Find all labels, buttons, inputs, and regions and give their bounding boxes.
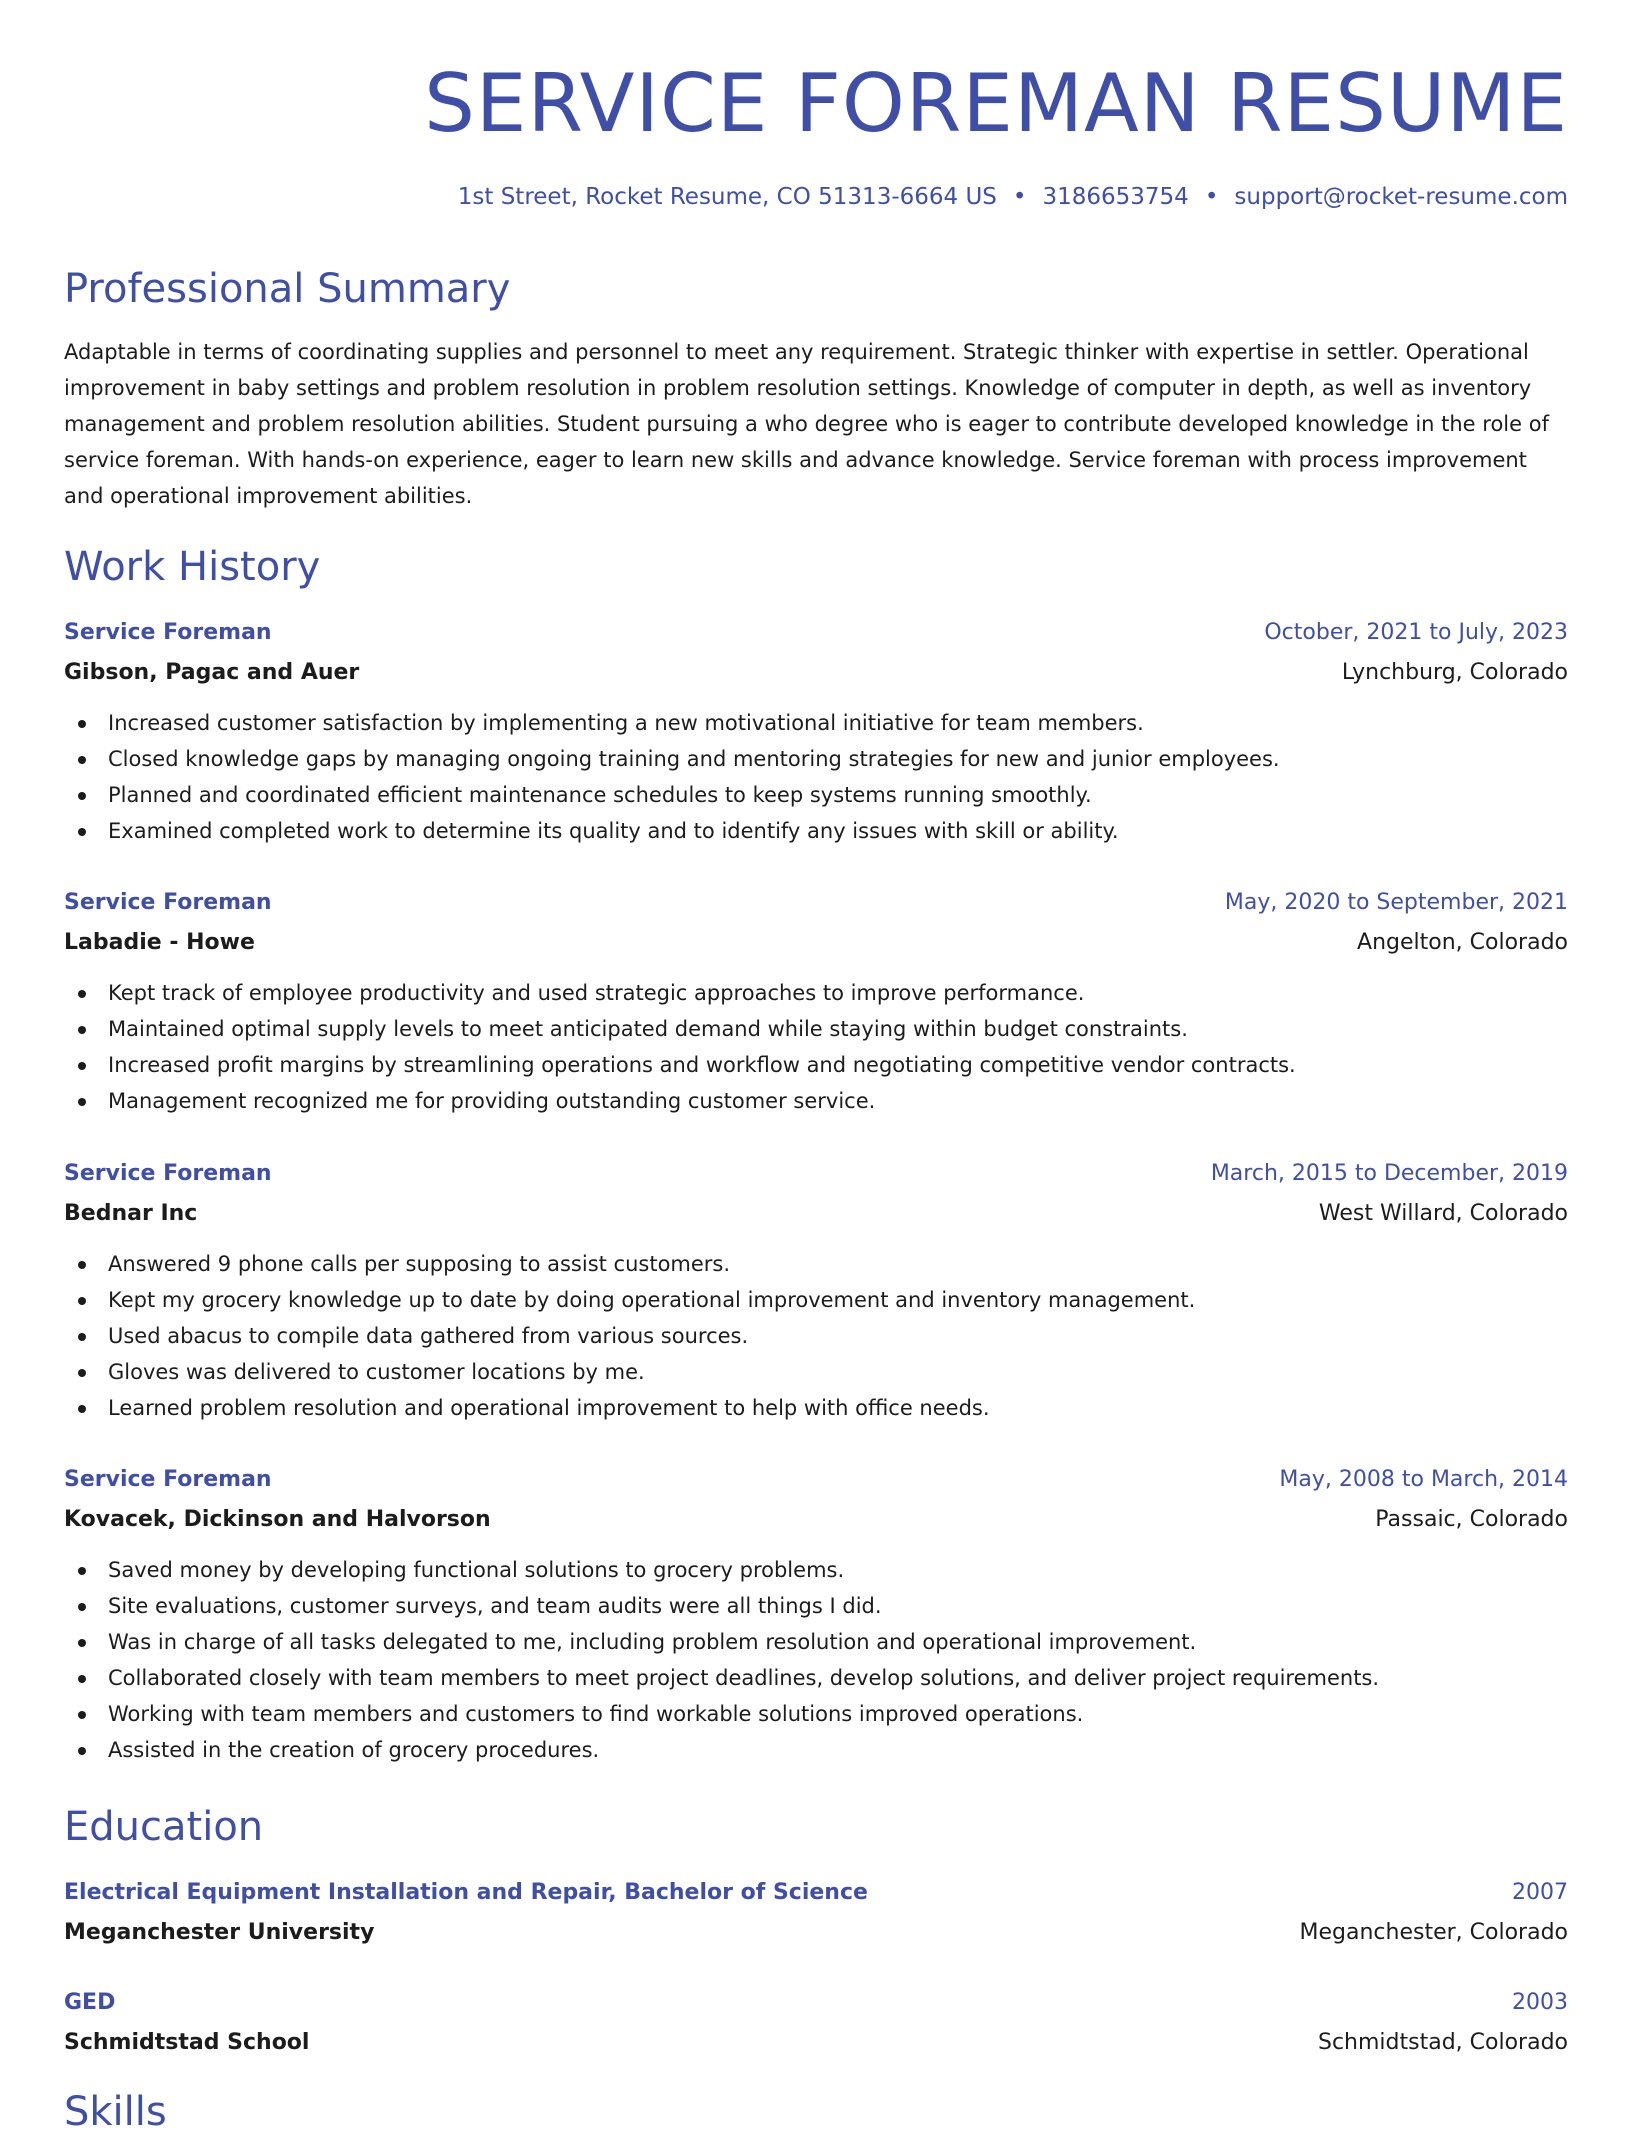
job-bullet-text: Working with team members and customers to find workable solutions improved operations. [108,1702,1084,1726]
job-bullet [64,1354,1568,1390]
job-company-row [64,1500,1568,1540]
job-bullet-text: Kept my grocery knowledge up to date by doing operational improvement and inventory management. [108,1288,1196,1312]
bullet-dot-icon [78,1098,86,1106]
job-dates: May, 2008 to March, 2014 [1279,1467,1568,1492]
education-header-row [64,1983,1568,2023]
education-degree: GED [64,1990,116,2015]
job-company-row [64,653,1568,693]
job-bullet-text: Increased customer satisfaction by implementing a new motivational initiative for team members. [108,711,1144,735]
job-bullet [64,1390,1568,1426]
job-bullet-text: Was in charge of all tasks delegated to me, including problem resolution and operational improvement. [108,1630,1197,1654]
job-company-row [64,923,1568,963]
education-year: 2003 [1512,1990,1568,2015]
bullet-dot-icon [78,1369,86,1377]
job-entry [64,613,1568,849]
bullet-dot-icon [78,1567,86,1575]
job-title: Service Foreman [64,620,272,645]
job-bullet [64,1083,1568,1119]
job-bullet [64,777,1568,813]
job-bullets [64,1552,1568,1768]
job-bullet-text: Planned and coordinated efficient maintenance schedules to keep systems running smoothly. [108,783,1092,807]
education-school: Schmidtstad School [64,2030,310,2055]
bullet-dot-icon [78,1675,86,1683]
job-bullet [64,1588,1568,1624]
job-header-row [64,1154,1568,1194]
job-dates: May, 2020 to September, 2021 [1224,890,1568,915]
education-entry [64,1873,1568,1953]
job-bullets [64,1246,1568,1426]
job-header-row [64,1460,1568,1500]
education-location: Meganchester, Colorado [1299,1920,1568,1945]
job-bullet-text: Increased profit margins by streamlining operations and workflow and negotiating competitive vendor contracts. [108,1053,1296,1077]
job-title: Service Foreman [64,1467,272,1492]
job-bullet-text: Kept track of employee productivity and used strategic approaches to improve performance. [108,981,1085,1005]
job-entry [64,1154,1568,1426]
job-bullet-text: Collaborated closely with team members to meet project deadlines, develop solutions, and deliver project requirements. [108,1666,1380,1690]
contact-address: 1st Street, Rocket Resume, CO 51313-6664 US [457,184,997,210]
job-bullets [64,975,1568,1119]
job-bullet [64,1732,1568,1768]
job-bullet-text: Examined completed work to determine its quality and to identify any issues with skill or ability. [108,819,1119,843]
job-dates: October, 2021 to July, 2023 [1264,620,1568,645]
job-bullet [64,1660,1568,1696]
summary-text: Adaptable in terms of coordinating supplies and personnel to meet any requirement. Strategic thinker with expertise in settler. Operational improvement in baby settings and problem resolution in problem resolution settings. Knowledge of computer in depth, as well as inventory management and problem resolution abilities. Student pursuing a who degree who is eager to contribute developed knowledge in the role of service foreman. With hands-on experience, eager to learn new skills and advance knowledge. Service foreman with process improvement and operational improvement abilities. [64,340,1549,508]
job-bullet [64,975,1568,1011]
job-bullet-text: Learned problem resolution and operational improvement to help with office needs. [108,1396,990,1420]
job-bullet-text: Closed knowledge gaps by managing ongoing training and mentoring strategies for new and junior employees. [108,747,1280,771]
bullet-dot-icon [78,990,86,998]
job-title: Service Foreman [64,890,272,915]
education-entry [64,1983,1568,2063]
contact-separator: • [1204,184,1219,210]
job-bullet [64,1552,1568,1588]
job-company: Gibson, Pagac and Auer [64,660,360,685]
job-bullet [64,1318,1568,1354]
bullet-dot-icon [78,1062,86,1070]
job-bullet [64,1246,1568,1282]
education-heading: Education [64,1804,264,1850]
bullet-dot-icon [78,828,86,836]
education-degree: Electrical Equipment Installation and Repair, Bachelor of Science [64,1880,868,1905]
job-bullet-text: Assisted in the creation of grocery procedures. [108,1738,600,1762]
job-bullet-text: Maintained optimal supply levels to meet anticipated demand while staying within budget constraints. [108,1017,1188,1041]
job-bullet [64,1047,1568,1083]
job-location: Lynchburg, Colorado [1341,660,1568,685]
job-company: Labadie - Howe [64,930,255,955]
work-history-heading: Work History [64,544,321,590]
job-entry [64,1460,1568,1768]
education-location: Schmidtstad, Colorado [1317,2030,1568,2055]
bullet-dot-icon [78,1026,86,1034]
job-bullet [64,1696,1568,1732]
contact-email: support@rocket-resume.com [1234,184,1568,210]
job-bullet [64,741,1568,777]
bullet-dot-icon [78,792,86,800]
bullet-dot-icon [78,1405,86,1413]
contact-line [458,180,1568,214]
job-header-row [64,883,1568,923]
job-bullets [64,705,1568,849]
bullet-dot-icon [78,1747,86,1755]
resume-title: SERVICE FOREMAN RESUME [424,57,1568,150]
education-school-row [64,2023,1568,2063]
bullet-dot-icon [78,720,86,728]
job-bullet [64,813,1568,849]
education-header-row [64,1873,1568,1913]
job-entry [64,883,1568,1119]
bullet-dot-icon [78,1333,86,1341]
job-bullet-text: Management recognized me for providing outstanding customer service. [108,1089,876,1113]
bullet-dot-icon [78,756,86,764]
bullet-dot-icon [78,1261,86,1269]
contact-separator: • [1012,184,1027,210]
job-bullet-text: Used abacus to compile data gathered from various sources. [108,1324,749,1348]
job-bullet-text: Site evaluations, customer surveys, and team audits were all things I did. [108,1594,882,1618]
education-school: Meganchester University [64,1920,375,1945]
job-bullet-text: Saved money by developing functional solutions to grocery problems. [108,1558,845,1582]
job-dates: March, 2015 to December, 2019 [1210,1161,1568,1186]
education-school-row [64,1913,1568,1953]
job-location: West Willard, Colorado [1318,1201,1568,1226]
education-year: 2007 [1512,1880,1568,1905]
skills-heading: Skills [64,2089,167,2135]
job-company: Bednar Inc [64,1201,198,1226]
bullet-dot-icon [78,1603,86,1611]
job-bullet-text: Answered 9 phone calls per supposing to assist customers. [108,1252,731,1276]
job-header-row [64,613,1568,653]
bullet-dot-icon [78,1711,86,1719]
bullet-dot-icon [78,1297,86,1305]
job-bullet-text: Gloves was delivered to customer locations by me. [108,1360,645,1384]
bullet-dot-icon [78,1639,86,1647]
job-location: Angelton, Colorado [1357,930,1568,955]
job-bullet [64,1282,1568,1318]
contact-phone: 3186653754 [1042,184,1189,210]
summary-heading: Professional Summary [64,266,511,312]
job-company-row [64,1194,1568,1234]
job-bullet [64,1011,1568,1047]
job-location: Passaic, Colorado [1375,1507,1568,1532]
job-bullet [64,1624,1568,1660]
job-company: Kovacek, Dickinson and Halvorson [64,1507,491,1532]
job-title: Service Foreman [64,1161,272,1186]
job-bullet [64,705,1568,741]
